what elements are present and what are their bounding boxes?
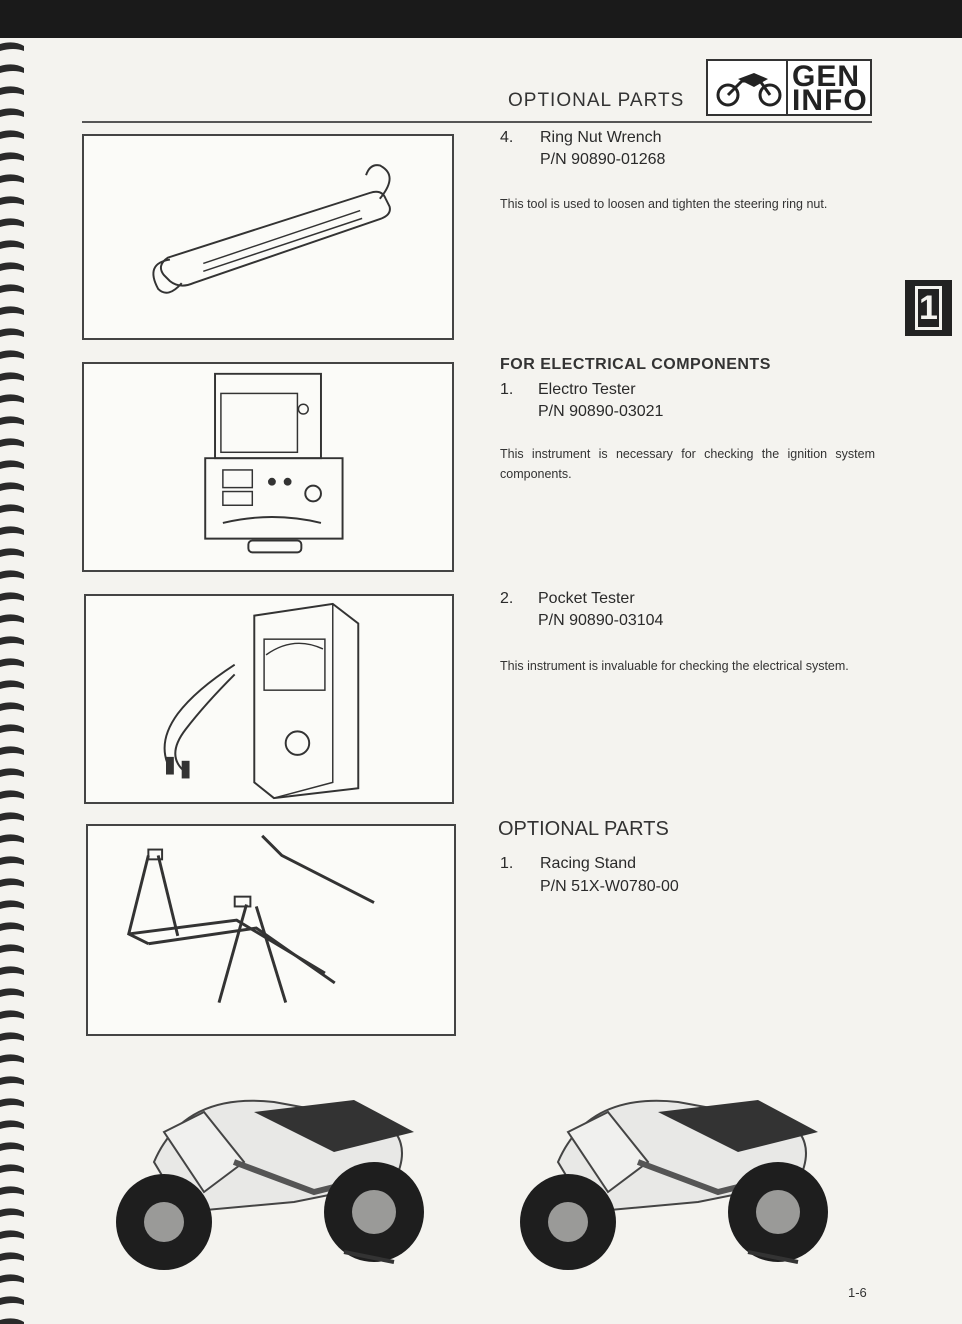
item-number: 1.: [500, 381, 514, 398]
page-header-title: OPTIONAL PARTS: [508, 90, 685, 111]
motorcycle-photo-right: [508, 1052, 868, 1272]
item-name: Electro Tester: [538, 381, 636, 398]
spiral-binding: [0, 38, 30, 1324]
electro-tester-figure: [82, 362, 454, 572]
ring-nut-wrench-illustration: [84, 136, 452, 338]
scan-top-edge: [0, 0, 962, 38]
motorcycle-icon: [714, 67, 784, 109]
part-number: P/N 90890-01268: [540, 151, 666, 168]
chapter-tab: [905, 280, 952, 336]
electro-tester-illustration: [84, 364, 452, 570]
badge-divider: [786, 61, 788, 114]
item-name: Ring Nut Wrench: [540, 129, 662, 146]
racing-stand-figure: [86, 824, 456, 1036]
part-number: P/N 90890-03104: [538, 612, 664, 629]
item-number: 4.: [500, 129, 514, 146]
badge-gen-text: GEN: [792, 60, 861, 93]
racing-stand-illustration: [88, 826, 454, 1034]
badge-info-text: INFO: [792, 84, 868, 117]
item-number: 1.: [500, 855, 514, 872]
section-heading: OPTIONAL PARTS: [498, 818, 669, 840]
pocket-tester-illustration: [86, 596, 452, 802]
page-number: 1-6: [848, 1285, 867, 1300]
part-number: P/N 51X-W0780-00: [540, 878, 679, 895]
item-name: Pocket Tester: [538, 590, 635, 607]
item-description: This instrument is invaluable for checking the electrical system.: [500, 659, 849, 673]
part-number: P/N 90890-03021: [538, 403, 664, 420]
motorcycle-photo-left: [94, 1052, 454, 1272]
item-description: This instrument is necessary for checking the ignition system components.: [500, 447, 875, 481]
item-description: This tool is used to loosen and tighten the steering ring nut.: [500, 197, 828, 211]
section-heading: FOR ELECTRICAL COMPONENTS: [500, 356, 771, 373]
pocket-tester-figure: [84, 594, 454, 804]
chapter-number: 1: [915, 286, 942, 330]
ring-nut-wrench-figure: [82, 134, 454, 340]
header-rule: [82, 121, 872, 123]
section-badge: [706, 59, 872, 116]
item-name: Racing Stand: [540, 855, 637, 872]
item-number: 2.: [500, 590, 514, 607]
